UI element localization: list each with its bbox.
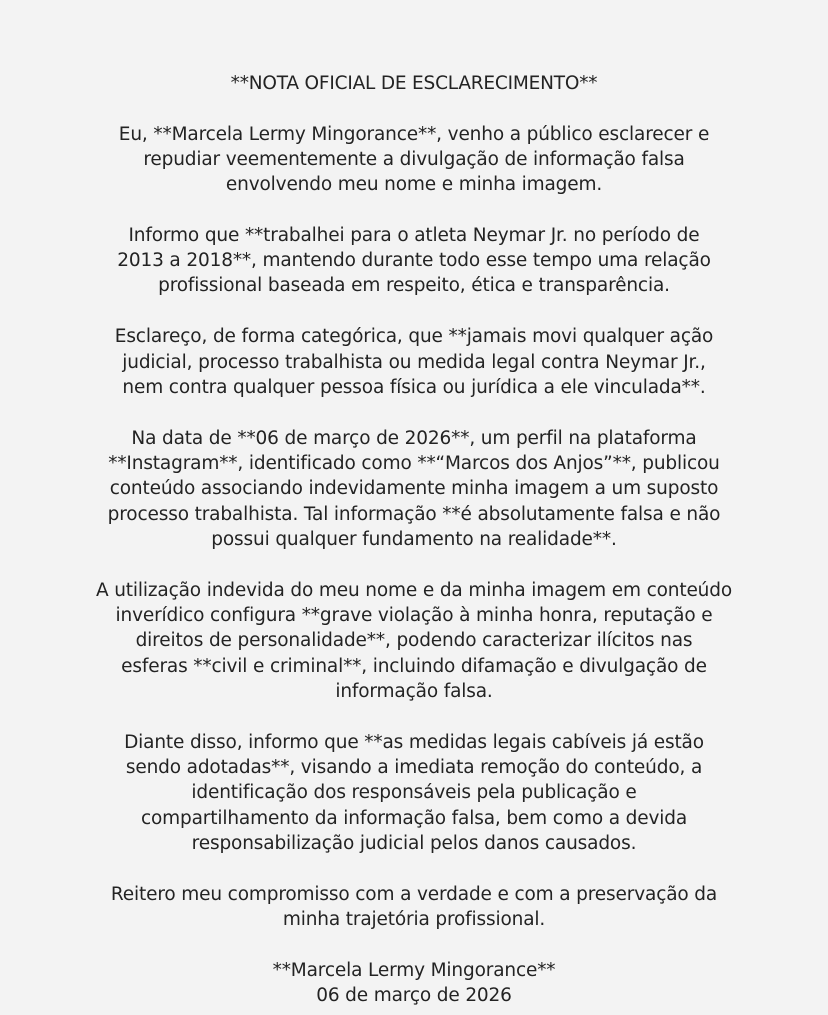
- paragraph-line: possui qualquer fundamento na realidade**.: [211, 528, 617, 550]
- paragraph-line: repudiar veementemente a divulgação de informação falsa: [143, 148, 685, 170]
- paragraph-line: Reitero meu compromisso com a verdade e com a preservação da: [110, 883, 718, 905]
- paragraph-line: judicial, processo trabalhista ou medida legal contra Neymar Jr.,: [122, 351, 706, 373]
- paragraph-line: responsabilização judicial pelos danos causados.: [191, 832, 637, 854]
- signature-block: [0, 958, 828, 1009]
- paragraph-legal-measures: [0, 730, 828, 856]
- paragraph-false-post: [0, 426, 828, 552]
- paragraph-identification: [0, 122, 828, 198]
- paragraph-line: esferas **civil e criminal**, incluindo difamação e divulgação de: [121, 655, 707, 677]
- paragraph-line: Na data de **06 de março de 2026**, um perfil na plataforma: [131, 427, 697, 449]
- paragraph-line: **Instagram**, identificado como **“Marcos dos Anjos”**, publicou: [108, 452, 720, 474]
- paragraph-line: profissional baseada em respeito, ética e transparência.: [158, 275, 670, 297]
- paragraph-line: Eu, **Marcela Lermy Mingorance**, venho a público esclarecer e: [118, 123, 710, 145]
- paragraph-line: sendo adotadas**, visando a imediata remoção do conteúdo, a: [125, 756, 703, 778]
- paragraph-no-lawsuit: [0, 324, 828, 400]
- paragraph-line: direitos de personalidade**, podendo caracterizar ilícitos nas: [135, 630, 693, 652]
- paragraph-line: A utilização indevida do meu nome e da minha imagem em conteúdo: [95, 579, 733, 601]
- paragraph-line: nem contra qualquer pessoa física ou jurídica a ele vinculada**.: [122, 376, 706, 398]
- paragraph-line: conteúdo associando indevidamente minha imagem a um suposto: [109, 478, 719, 500]
- paragraph-commitment: [0, 882, 828, 933]
- paragraph-line: Diante disso, informo que **as medidas legais cabíveis já estão: [124, 731, 704, 753]
- signature-name: **Marcela Lermy Mingorance**: [272, 959, 556, 981]
- paragraph-line: Esclareço, de forma categórica, que **jamais movi qualquer ação: [114, 326, 714, 348]
- paragraph-employment: [0, 223, 828, 299]
- signature-date: 06 de março de 2026: [316, 985, 512, 1007]
- paragraph-line: inverídico configura **grave violação à minha honra, reputação e: [115, 604, 713, 626]
- paragraph-rights-violation: [0, 578, 828, 704]
- paragraph-line: 2013 a 2018**, mantendo durante todo esse tempo uma relação: [117, 250, 711, 272]
- paragraph-line: envolvendo meu nome e minha imagem.: [225, 174, 603, 196]
- paragraph-line: processo trabalhista. Tal informação **é absolutamente falsa e não: [107, 503, 721, 525]
- paragraph-line: minha trajetória profissional.: [282, 908, 546, 930]
- paragraph-line: informação falsa.: [335, 680, 493, 702]
- paragraph-line: identificação dos responsáveis pela publicação e: [191, 782, 637, 804]
- paragraph-line: compartilhamento da informação falsa, bem como a devida: [140, 807, 688, 829]
- document-title: **NOTA OFICIAL DE ESCLARECIMENTO**: [230, 73, 598, 94]
- paragraph-line: Informo que **trabalhei para o atleta Neymar Jr. no período de: [128, 224, 700, 246]
